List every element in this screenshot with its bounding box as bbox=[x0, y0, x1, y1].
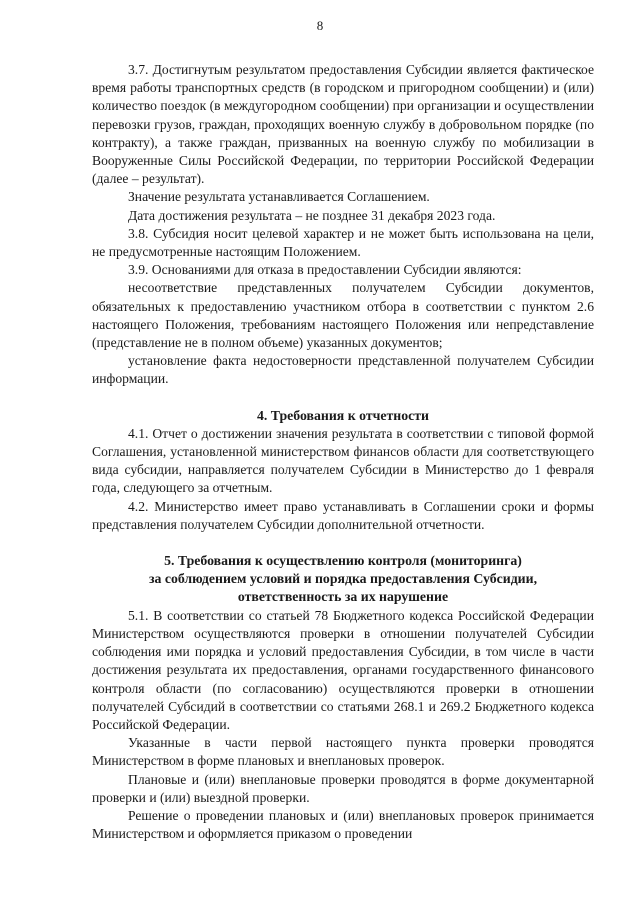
section-5-heading-line-1: 5. Требования к осуществлению контроля (мониторинга) bbox=[164, 553, 522, 569]
paragraph-result-date: Дата достижения результата – не позднее 31 декабря 2023 года. bbox=[128, 207, 496, 223]
paragraph-result-value: Значение результата устанавливается Соглашением. bbox=[128, 189, 430, 205]
paragraph-5-1: 5.1. В соответствии со статьей 78 Бюджетного кодекса Российской Федерации Министерством осуществляются проверки в отношении получателей Субсидии соблюдения ими порядка и условий предоставления Субсидии, в том числе в части достижения результата их предоставления, органами государственного финансового контроля области (по согласованию) осуществляются проверки в отношении получателей Субсидий в соответствии со статьями 268.1 и 269.2 Бюджетного кодекса Российской Федерации. bbox=[92, 607, 594, 732]
paragraph-3-9: 3.9. Основаниями для отказа в предоставлении Субсидии являются: bbox=[128, 262, 522, 278]
paragraph-4-2: 4.2. Министерство имеет право устанавливать в Соглашении сроки и формы представления получателем Субсидии дополнительной отчетности. bbox=[92, 498, 594, 532]
document-body bbox=[92, 61, 594, 843]
paragraph-refusal-ground-2: установление факта недостоверности представленной получателем Субсидии информации. bbox=[92, 353, 594, 387]
paragraph-4-1: 4.1. Отчет о достижении значения результата в соответствии с типовой формой Соглашения, установленной министерством финансов области для соответствующего вида субсидии, направляется получателем Субсидии в Министерство до 1 февраля года, следующего за отчетным. bbox=[92, 425, 594, 496]
section-5-heading-line-3: ответственность за их нарушение bbox=[237, 589, 449, 605]
page-number: 8 bbox=[316, 18, 324, 33]
paragraph-5-1-part-4: Решение о проведении плановых и (или) внеплановых проверок принимается Министерством и оформляется приказом о проведении bbox=[92, 807, 594, 842]
paragraph-refusal-ground-1: несоответствие представленных получателем Субсидии документов, обязательных к предоставлению участником отбора в соответствии с пунктом 2.6 настоящего Положения, требованиям настоящего Положения или непредставление (представление не в полном объеме) указанных документов; bbox=[92, 280, 594, 351]
paragraph-3-7: 3.7. Достигнутым результатом предоставления Субсидии является фактическое время работы транспортных средств (в городском и пригородном сообщении) и (или) количество поездок (в междугородном сообщении) при организации и осуществлении перевозки грузов, граждан, проходящих военную службу в добровольном порядке (по контракту), а также граждан, призванных на военную службу по мобилизации в Вооруженные Силы Российской Федерации, по территории Российской Федерации (далее – результат). bbox=[92, 62, 594, 187]
paragraph-5-1-part-3: Плановые и (или) внеплановые проверки проводятся в форме документарной проверки и (или) выездной проверки. bbox=[92, 771, 594, 805]
section-5-heading-line-2: за соблюдением условий и порядка предоставления Субсидии, bbox=[148, 571, 538, 587]
paragraph-3-8: 3.8. Субсидия носит целевой характер и не может быть использована на цели, не предусмотренные настоящим Положением. bbox=[92, 225, 594, 260]
paragraph-5-1-part-2: Указанные в части первой настоящего пункта проверки проводятся Министерством в форме плановых и внеплановых проверок. bbox=[92, 735, 594, 769]
section-4-heading: 4. Требования к отчетности bbox=[257, 407, 429, 423]
